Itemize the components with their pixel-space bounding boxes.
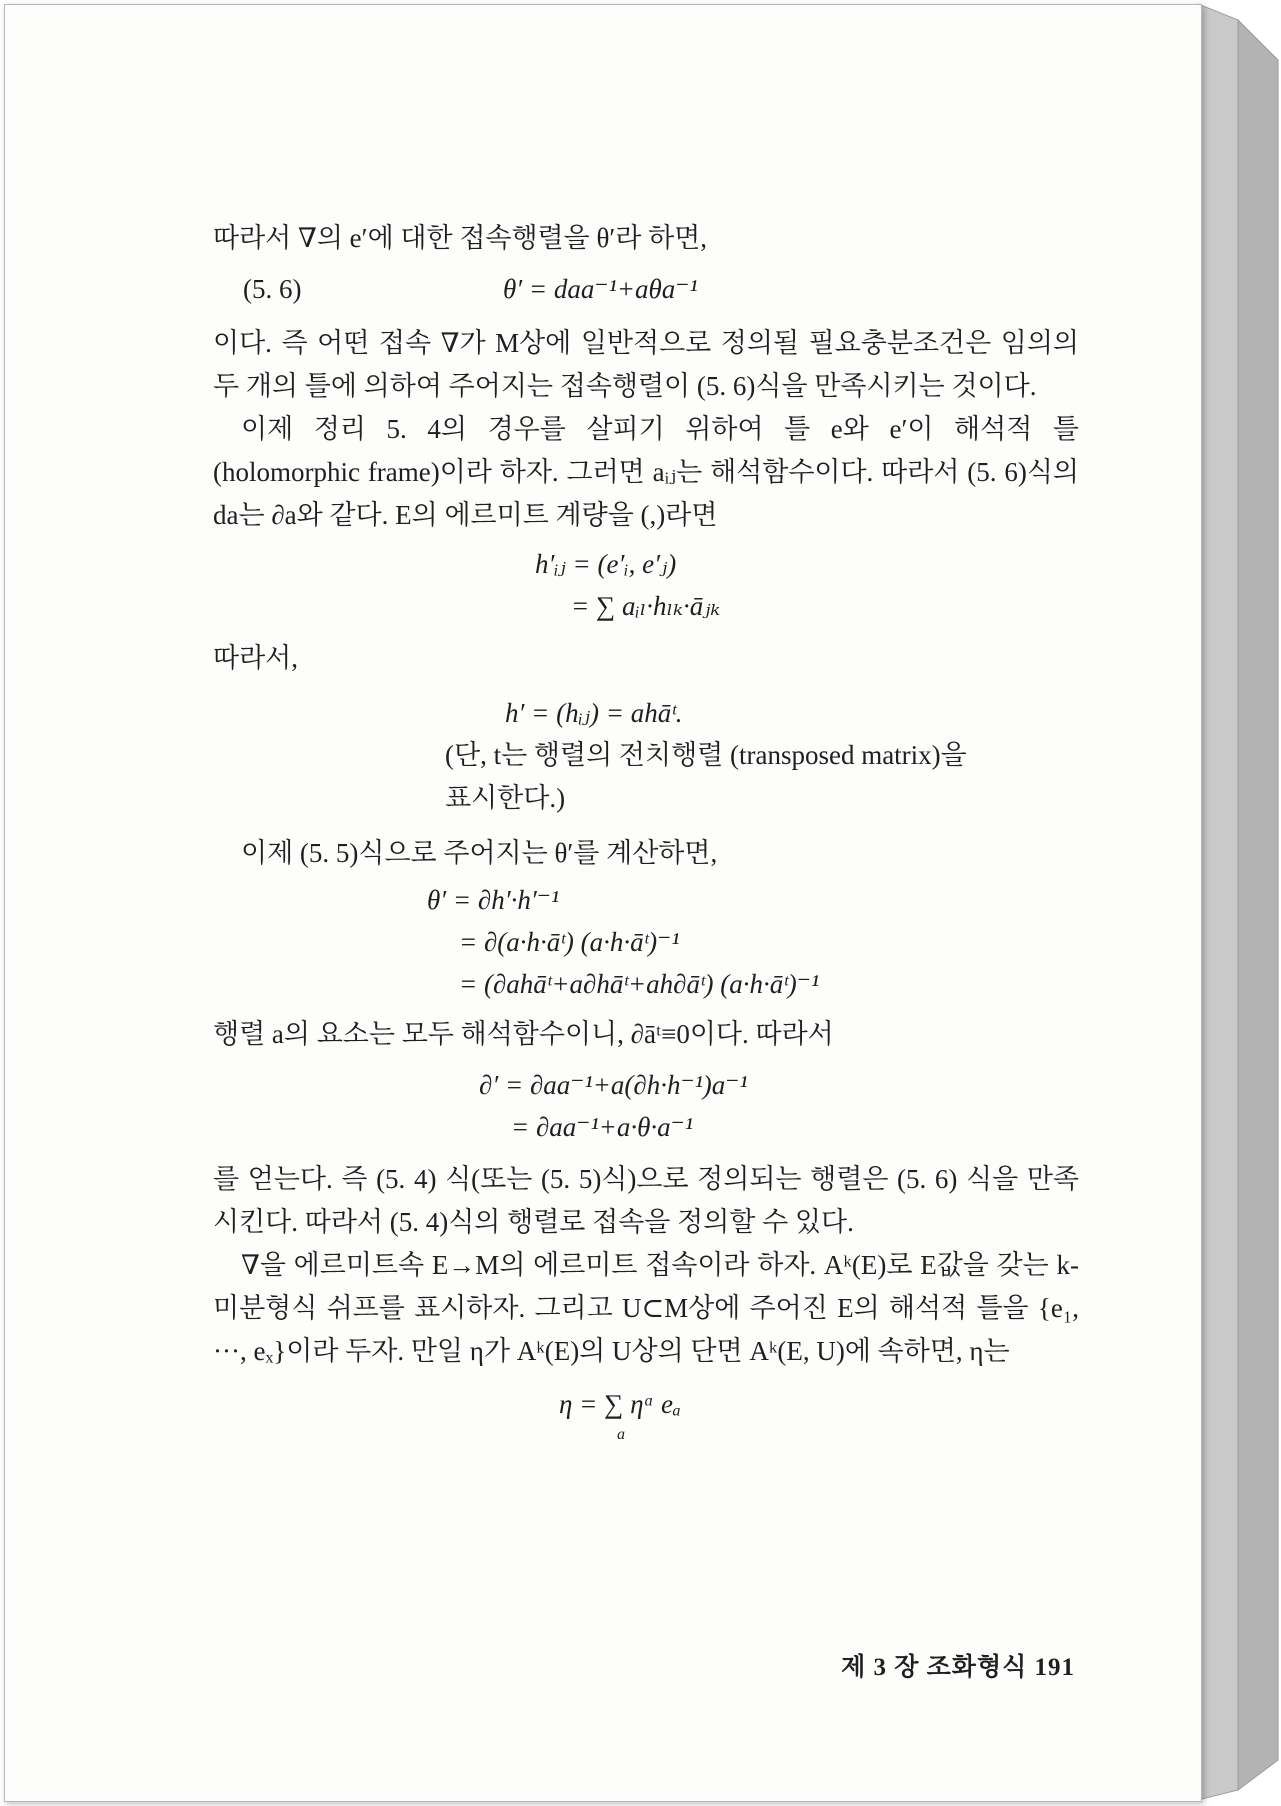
equation-line: h′ᵢⱼ = (e′ᵢ, e′ⱼ) [535,549,677,579]
equation-line: θ′ = ∂h′·h′⁻¹ [427,885,560,915]
equation-body: θ′ = daa⁻¹+aθa⁻¹ [503,274,698,304]
equation-line: = ∂(a·h·āᵗ) (a·h·āᵗ)⁻¹ [459,927,680,957]
paragraph: 이제 정리 5. 4의 경우를 살피기 위하여 틀 e와 e′이 해석적 틀 (holomorphic frame)이라 하자. 그러면 aᵢⱼ는 해석함수이다. 따라서 (5. 6)식의 da는 ∂a와 같다. E의 에르미트 계량을 (,)라면 [213,414,1079,530]
equation-number: (5. 6) [243,274,302,304]
equation-line: ∂′ = ∂aa⁻¹+a(∂h·h⁻¹)a⁻¹ [479,1070,748,1100]
paragraph: 를 얻는다. 즉 (5. 4) 식(또는 (5. 5)식)으로 정의되는 행렬은 (5. 6) 식을 만족시킨다. 따라서 (5. 4)식의 행렬로 접속을 정의할 수 있다. [213,1164,1079,1237]
book-page [4,4,1202,1802]
equation-d-prime [479,1064,1079,1148]
book-edge [1198,0,1281,1806]
note-line: 표시한다.) [445,783,566,813]
equation-theta-prime [427,879,1079,1005]
paragraph: 행렬 a의 요소는 모두 해석함수이니, ∂āᵗ≡0이다. 따라서 [213,1019,834,1049]
paragraph: 이다. 즉 어떤 접속 ∇가 M상에 일반적으로 정의될 필요충분조건은 임의의 두 개의 틀에 의하여 주어지는 접속행렬이 (5. 6)식을 만족시키는 것이다. [213,328,1079,401]
text-line: 따라서 ∇의 e′에 대한 접속행렬을 θ′라 하면, [213,223,708,253]
text-line: 따라서, [213,643,298,673]
paragraph: 이제 (5. 5)식으로 주어지는 θ′를 계산하면, [241,838,718,868]
equation-5-6 [213,268,1079,322]
equation-line: h′ = (hᵢⱼ) = ahāᵗ. [505,698,683,728]
page-footer: 제 3 장 조화형식 191 [841,1654,1075,1681]
equation-line: = (∂ahāᵗ+a∂hāᵗ+ah∂āᵗ) (a·h·āᵗ)⁻¹ [459,969,820,999]
equation-h-ij [535,543,1079,627]
equation-h-prime [505,692,1079,734]
note-line: (단, t는 행렬의 전치행렬 (transposed matrix)을 [445,740,967,770]
paragraph: ∇을 에르미트속 E→M의 에르미트 접속이라 하자. Aᵏ(E)로 E값을 갖는 k-미분형식 쉬프를 표시하자. 그리고 U⊂M상에 주어진 E의 해석적 틀을 {e₁, ···, eₓ}이라 두자. 만일 η가 Aᵏ(E)의 U상의 단면 Aᵏ(E, U)에 속하면, η는 [213,1250,1079,1366]
page-body [213,217,1079,1443]
sum-index: a [617,1426,625,1443]
equation-line: = ∑ aᵢₗ·hₗₖ·āⱼₖ [571,591,721,621]
equation-line: η = ∑ ηᵅ eₐ [559,1389,681,1419]
equation-line: = ∂aa⁻¹+a·θ·a⁻¹ [511,1112,693,1142]
equation-eta [559,1383,1079,1443]
